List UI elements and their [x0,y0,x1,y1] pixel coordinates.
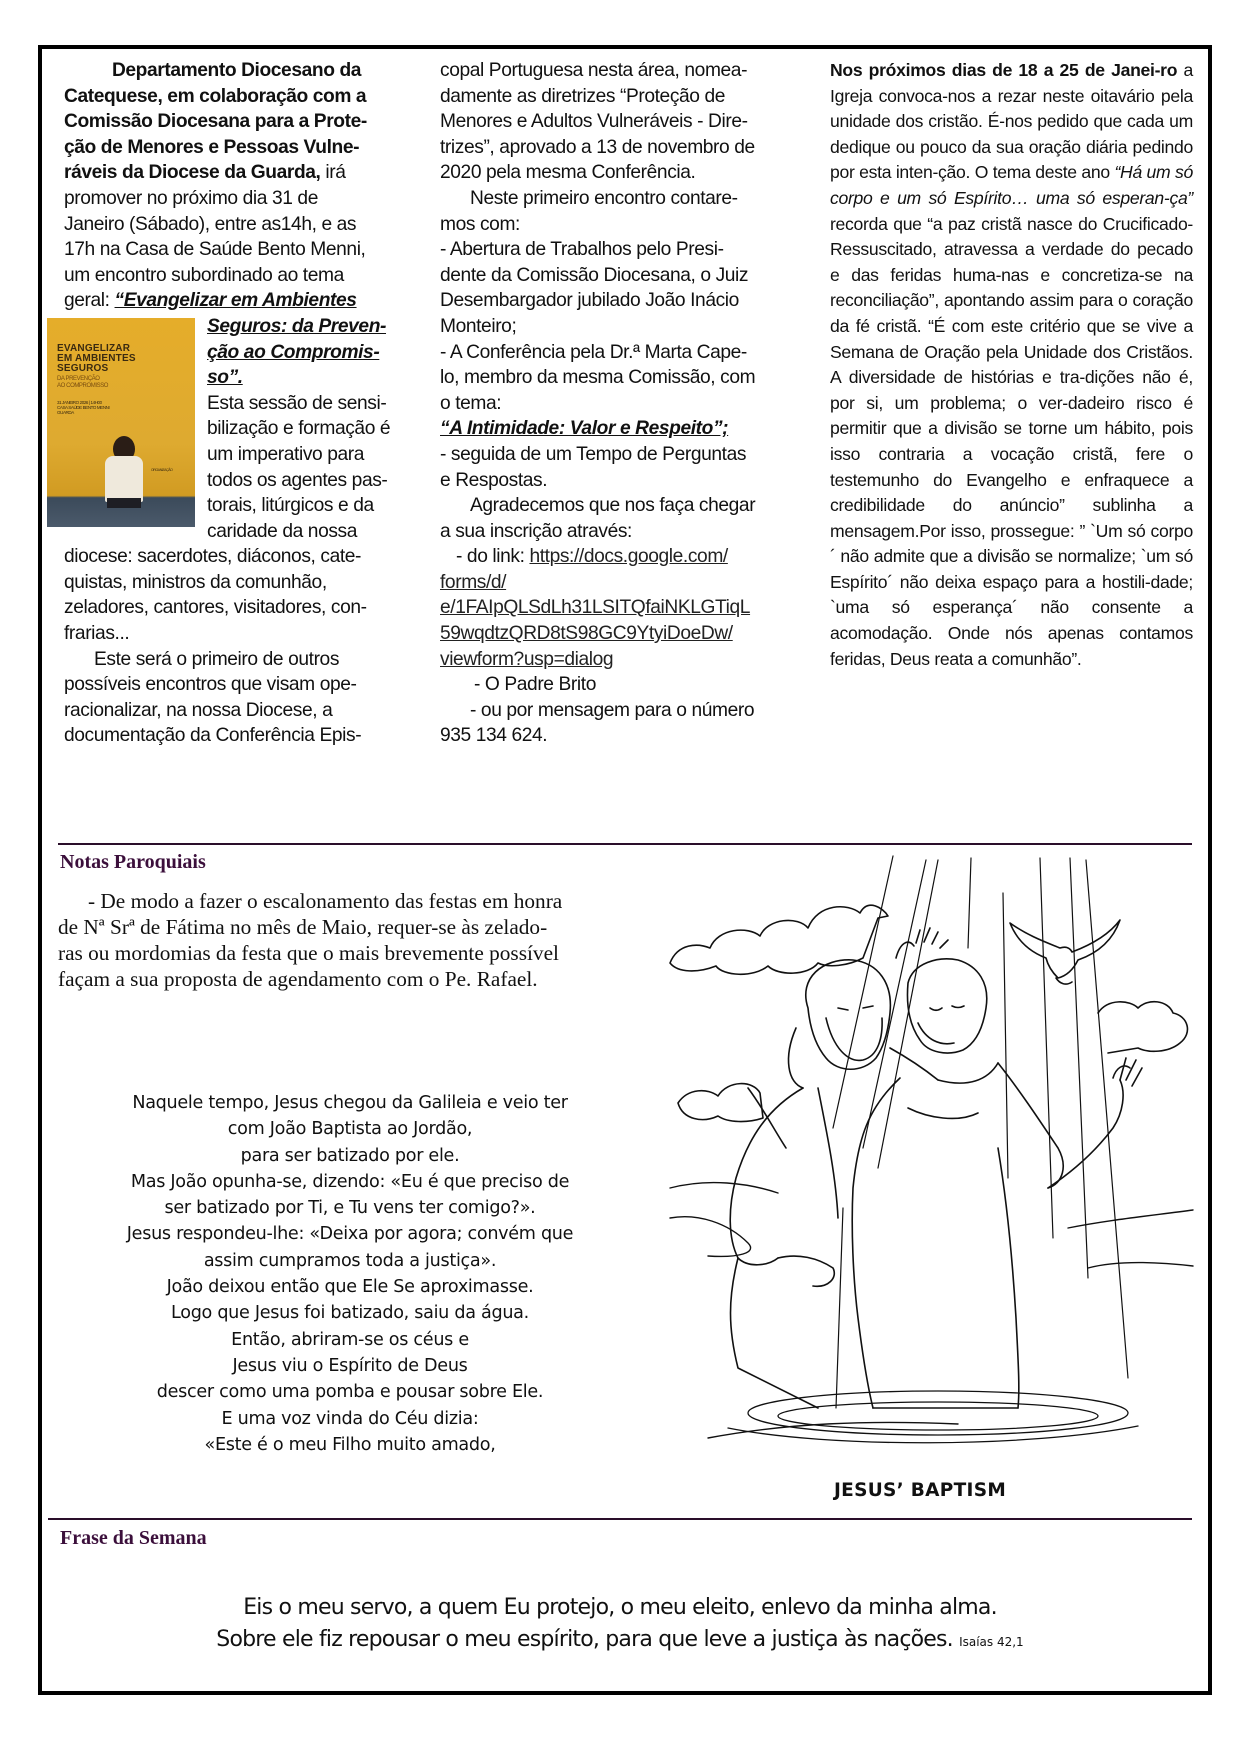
body-line: caridade da nossa [207,520,358,542]
event-theme-title: ção ao Compromis- [207,341,380,363]
body-line: Desembargador jubilado João Inácio [440,290,739,312]
notas-line: ras ou mordomias da festa que o mais brevemente possível [58,941,559,965]
body-line: - seguida de um Tempo de Perguntas [440,443,747,465]
link-prefix: - do link: [456,546,530,568]
body-line: Neste primeiro encontro contare- [470,187,738,209]
poster-subtitle: DA PREVENÇÃO AO COMPROMISSO [57,375,109,389]
john-baptist-figure [730,960,938,1408]
notas-line: de Nª Srª de Fátima no mês de Maio, requer-se às zelado- [58,915,548,939]
poster-figure-legs [107,498,141,508]
registration-link[interactable]: forms/d/ [440,571,507,593]
poster-org: ORGANIZAÇÃO [151,467,173,472]
poster-title: EVANGELIZAR EM AMBIENTES SEGUROS [57,342,136,374]
body-line: lo, membro da mesma Comissão, com [440,367,756,389]
week-theme: “Há um só corpo e um só Espírito… uma só esperan-ça” [830,162,1193,208]
heading-line: Comissão Diocesana para a Prote- [64,111,367,133]
landscape [670,1183,1193,1438]
body-line: Esta sessão de sensi- [207,392,387,414]
gospel-line: João deixou então que Ele Se aproximasse. [166,1277,534,1298]
body-line: zeladores, cantores, visitadores, con- [64,597,367,619]
illustration-caption: JESUS’ BAPTISM [833,1480,1007,1501]
article-text: recorda que “a paz cristã nasce do Crucificado-Ressuscitado, atravessa a verdade do pecado e das feridas huma-nas e concretiza-se na reconciliação”, apontando assim para o coração da fé cristã. “É com este critério que se vive a Semana de Oração pela Unidade dos Cristãos. A diversidade de histórias e tra-dições não é, por si, um problema; o ver-dadeiro risco é permitir que a divisão se torne um hábito, pois isso contraria a vocação cristã, fere o testemunho do Evangelho e enfraquece a credibilidade do anúncio” sublinha a mensagem.Por isso, prossegue: ” `Um só corpo´ não admite que a divisão se normalize; `um só Espírito´ não deixa espaço para a hostili-dade; `uma só esperança´ não consente a acomodação. Onde nós apenas contamos feridas, Deus reata a comunhão”. [830,213,1193,669]
heading-line: ráveis da Diocese da Guarda, [64,162,321,184]
body-line: damente as diretrizes “Proteção de [440,85,726,107]
body-line: diocese: sacerdotes, diáconos, cate- [64,546,362,568]
body-line: frarias... [64,623,130,645]
body-line: Este será o primeiro de outros [94,648,340,670]
theme-prefix: geral: [64,290,115,312]
event-theme-title: “Evangelizar em Ambientes [114,290,357,312]
baptism-illustration [668,848,1198,1448]
gospel-line: Então, abriram-se os céus e [231,1329,469,1350]
article-lead: Nos próximos dias de 18 a 25 de Janei-ro [830,60,1178,80]
gospel-line: com João Baptista ao Jordão, [227,1119,473,1140]
frase-line: Sobre ele fiz repousar o meu espírito, para que leve a justiça às nações. [216,1627,953,1652]
body-line: a sua inscrição através: [440,520,632,542]
gospel-line: ser batizado por Ti, e Tu vens ter comigo?». [164,1198,536,1219]
gospel-line: Jesus viu o Espírito de Deus [232,1355,468,1376]
body-line: Janeiro (Sábado), entre as14h, e as [64,213,357,235]
body-line: todos os agentes pas- [207,469,388,491]
cloud-left [670,905,888,974]
article-text: a Igreja convoca-nos a rezar neste oitavário pela unidade dos cristão. É-nos pedido que cada um dedique ou pouco da sua oração diária pedindo por esta inten-ção. O tema deste ano [830,60,1193,183]
body-line: racionalizar, na nossa Diocese, a [64,699,333,721]
heading-line: Catequese, em colaboração com a [64,85,367,107]
registration-link[interactable]: 59wqdtzQRD8tS98GC9YtyiDoeDw/ [440,623,733,645]
gospel-reading [70,1090,630,1458]
body-line: o tema: [440,392,502,414]
poster-figure-body [105,456,143,502]
section-divider [48,1518,1192,1520]
water-ripples [728,1391,1138,1443]
body-line: torais, litúrgicos e da [207,495,374,517]
body-line: 2020 pela mesma Conferência. [440,162,696,184]
notas-body [58,888,654,992]
gospel-line: E uma voz vinda do Céu dizia: [221,1408,479,1429]
body-line: documentação da Conferência Epis- [64,725,362,747]
body-line: um encontro subordinado ao tema [64,264,344,286]
notas-title: Notas Paroquiais [60,851,206,873]
gospel-line: assim cumpramos toda a justiça». [203,1250,497,1271]
cloud-lower-left [678,1084,763,1122]
article-catequese [57,58,409,749]
event-poster-image [47,318,195,527]
body-line: Monteiro; [440,315,517,337]
talk-title: “A Intimidade: Valor e Respeito”; [440,418,729,440]
body-line: dente da Comissão Diocesana, o Juiz [440,264,749,286]
body-line: um imperativo para [207,443,365,465]
body-line: possíveis encontros que visam ope- [64,674,357,696]
registration-link[interactable]: https://docs.google.com/ [529,546,728,568]
heading-line: Departamento Diocesano da [111,60,362,81]
article-unidade-cristaos [830,58,1193,672]
registration-link[interactable]: e/1FAIpQLSdLh31LSITQfaiNKLGTiqL [440,597,751,619]
light-rays [833,856,1128,1408]
body-line: - A Conferência pela Dr.ª Marta Cape- [440,341,747,363]
notas-line: façam a sua proposta de agendamento com o Pe. Rafael. [58,967,538,991]
body-line: promover no próximo dia 31 de [64,187,318,209]
heading-tail: irá [320,162,346,184]
body-line: Agradecemos que nos faça chegar [470,495,756,517]
body-line: mos com: [440,213,520,235]
registration-link[interactable]: viewform?usp=dialog [440,648,614,670]
body-line: copal Portuguesa nesta área, nomea- [440,60,748,81]
article-catequese-continued [440,58,802,749]
dove-icon [1010,920,1120,984]
gospel-line: «Este é o meu Filho muito amado, [204,1434,496,1455]
event-theme-title: so”. [207,367,243,389]
body-line: - Abertura de Trabalhos pelo Presi- [440,239,724,261]
contact-message: - ou por mensagem para o número [470,699,755,721]
event-theme-title: Seguros: da Preven- [207,315,387,337]
cloud-right [1098,1002,1187,1053]
gospel-line: descer como uma pomba e pousar sobre Ele. [156,1382,544,1403]
scripture-reference: Isaías 42,1 [959,1635,1024,1649]
gospel-line: Jesus respondeu-lhe: «Deixa por agora; convém que [126,1224,574,1245]
poster-date: 31 JANEIRO 2026 | 14H00 CASA SAÚDE BENTO MENNI GUARDA [57,399,110,415]
contact-padre: - O Padre Brito [474,674,596,696]
body-line: bilização e formação é [207,418,391,440]
article-catequese-heading [64,58,409,186]
body-line: Menores e Adultos Vulneráveis - Dire- [440,111,748,133]
frase-da-semana [60,1592,1180,1658]
body-line: e Respostas. [440,469,548,491]
body-line: quistas, ministros da comunhão, [64,571,327,593]
body-line: trizes”, aprovado a 13 de novembro de [440,136,755,158]
gospel-line: Logo que Jesus foi batizado, saiu da água. [171,1303,529,1324]
notas-line: - De modo a fazer o escalonamento das festas em honra [88,889,563,913]
gospel-line: Mas João opunha-se, dizendo: «Eu é que preciso de [130,1171,570,1192]
heading-line: ção de Menores e Pessoas Vulne- [64,136,360,158]
section-divider [58,843,1192,845]
gospel-line: Naquele tempo, Jesus chegou da Galileia e veio ter [132,1093,568,1113]
frase-title: Frase da Semana [60,1527,207,1549]
body-line: 17h na Casa de Saúde Bento Menni, [64,239,366,261]
contact-phone: 935 134 624. [440,725,548,747]
gospel-line: para ser batizado por ele. [240,1145,460,1166]
frase-line: Eis o meu servo, a quem Eu protejo, o meu eleito, enlevo da minha alma. [243,1595,997,1620]
